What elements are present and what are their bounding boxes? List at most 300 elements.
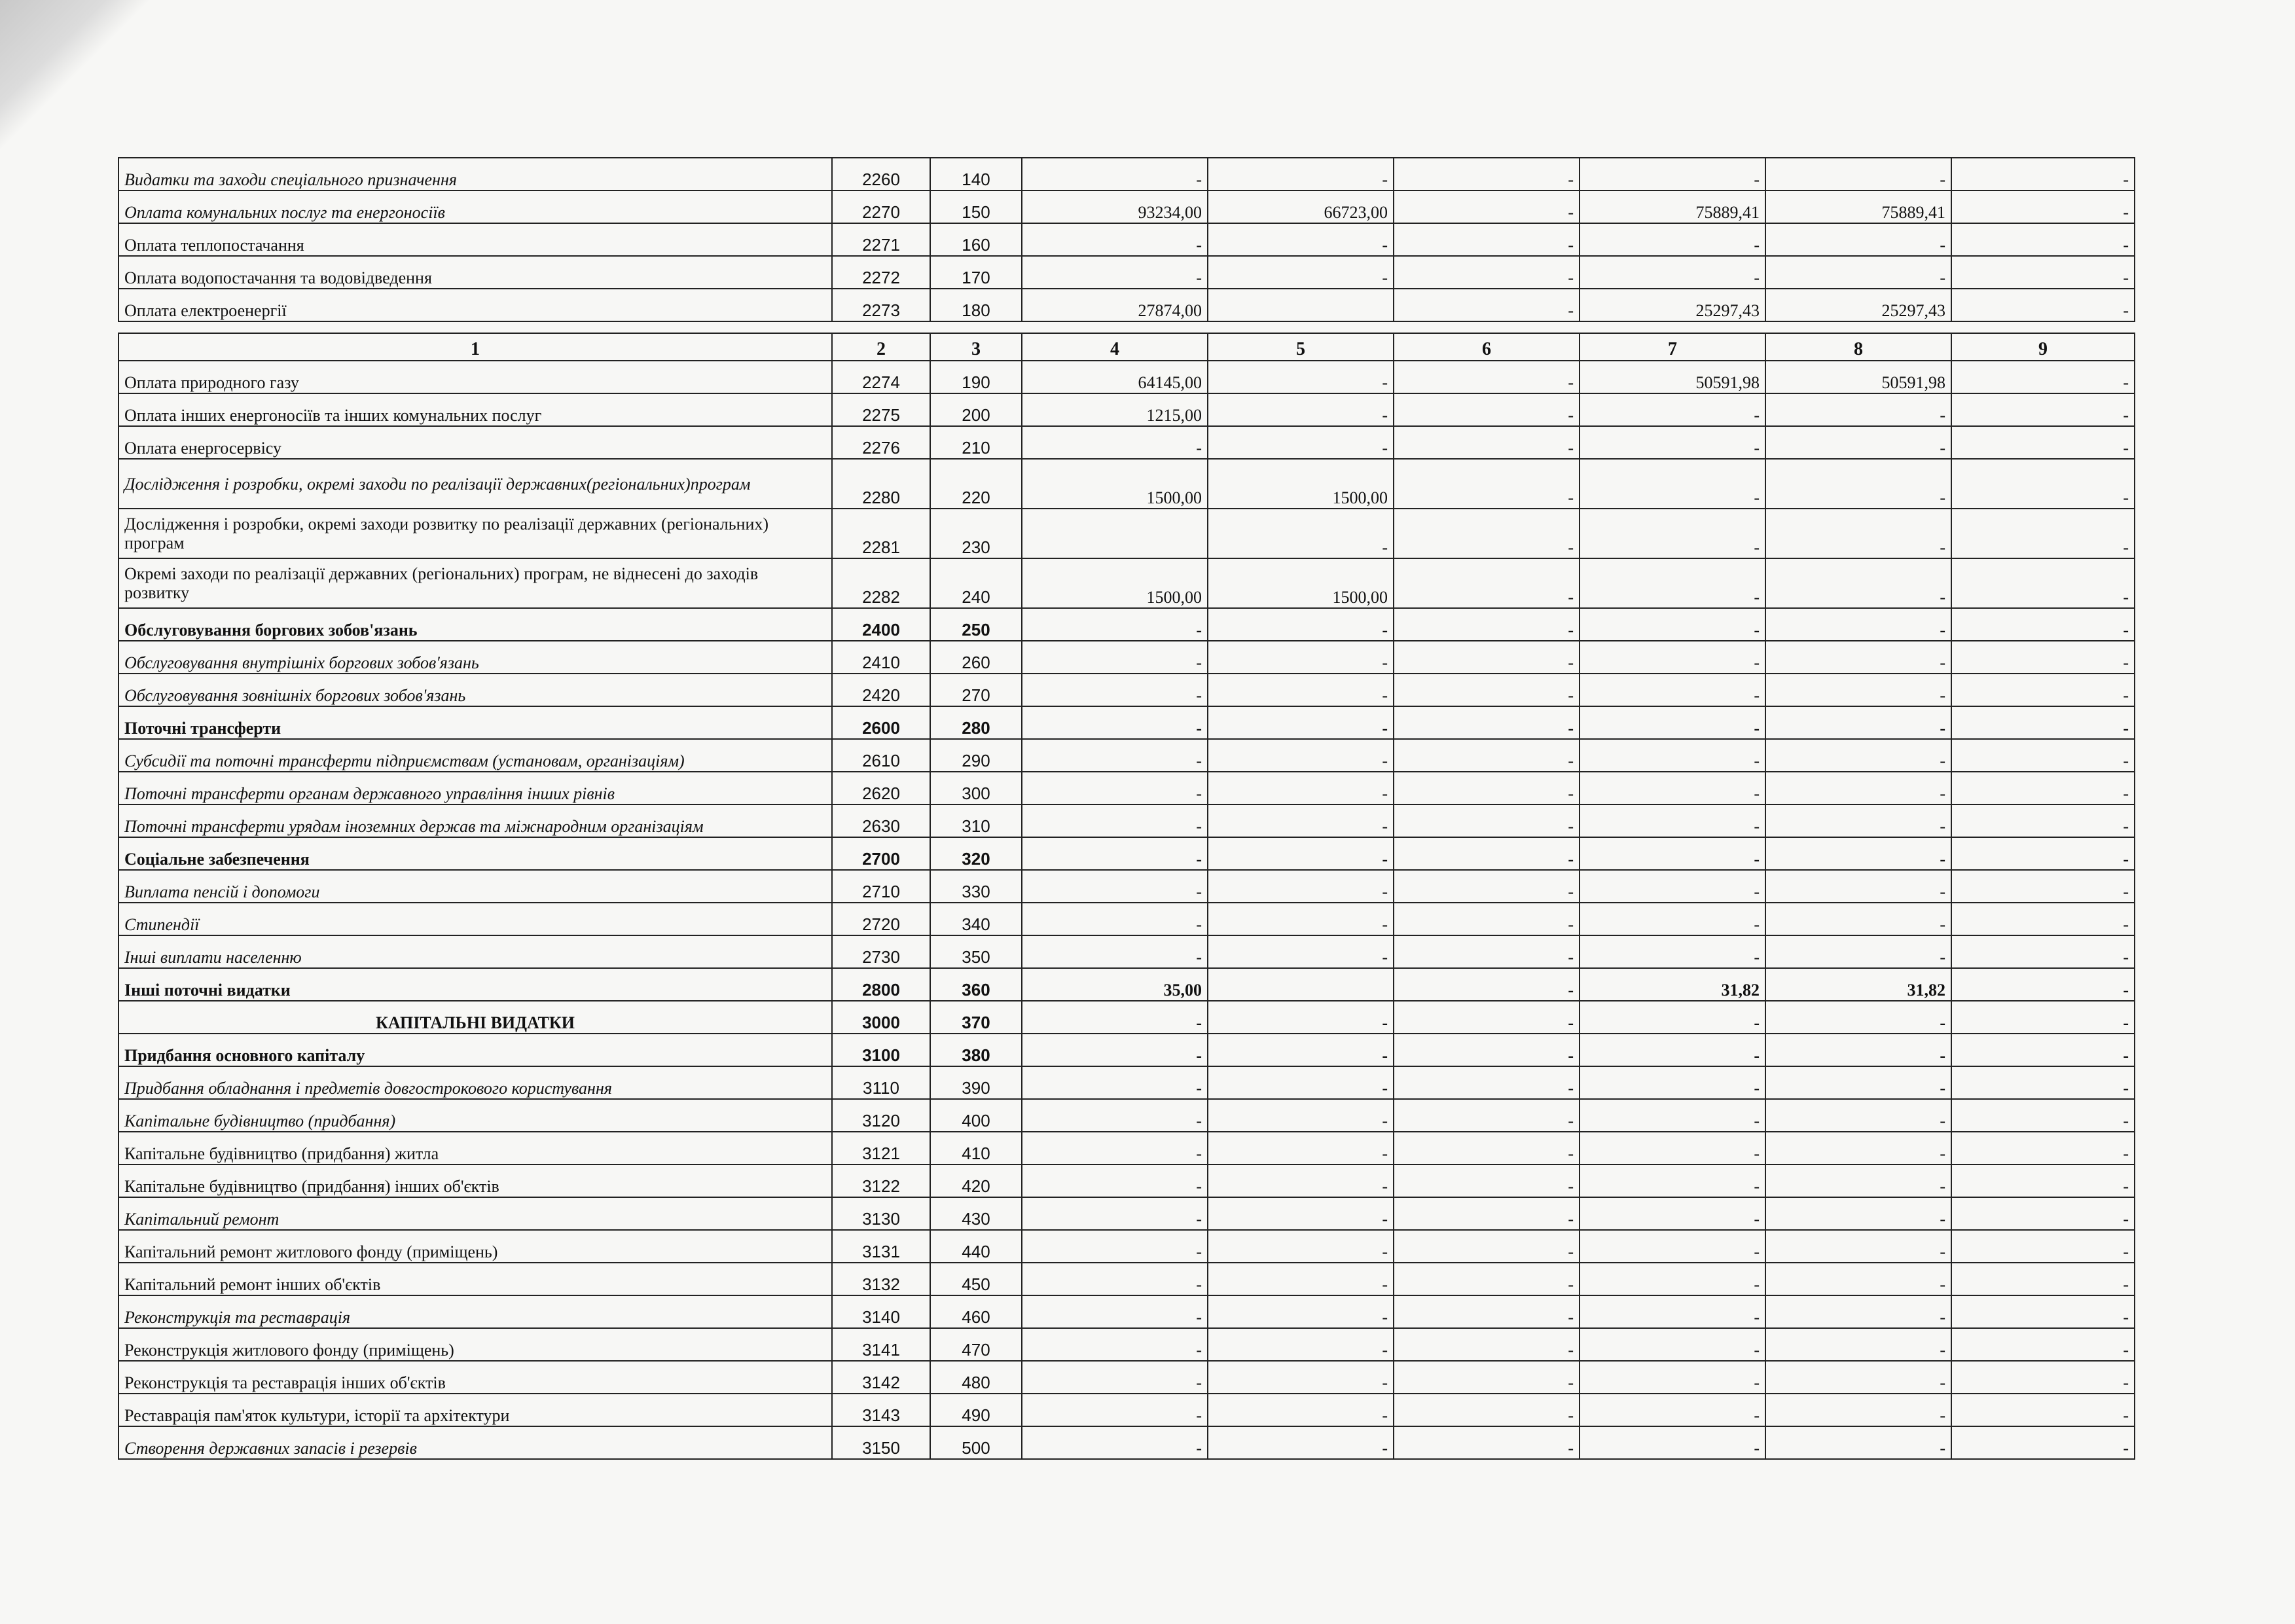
table-row — [118, 903, 2135, 935]
cell-col-7: - — [1580, 1066, 1765, 1099]
cell-col-7: - — [1580, 837, 1765, 870]
cell-col-7: - — [1580, 739, 1765, 772]
cell-col-9: - — [1951, 1034, 2135, 1066]
column-number: 6 — [1394, 333, 1580, 361]
cell-col-5: - — [1208, 1066, 1394, 1099]
cell-col-4 — [1022, 509, 1208, 558]
table-row — [118, 1132, 2135, 1164]
cell-col-7: - — [1580, 1426, 1765, 1459]
cell-col-4: - — [1022, 1295, 1208, 1328]
cell-col-9: - — [1951, 558, 2135, 608]
cell-col-4: - — [1022, 1066, 1208, 1099]
cell-col-8: - — [1765, 1001, 1951, 1034]
cell-col-7: 25297,43 — [1580, 289, 1765, 321]
cell-col-5: - — [1208, 426, 1394, 459]
table-row — [118, 1426, 2135, 1459]
cell-col-5: - — [1208, 804, 1394, 837]
cell-col-6: - — [1394, 190, 1580, 223]
row-name: Реконструкція та реставрація — [118, 1295, 832, 1328]
cell-col-8: 25297,43 — [1765, 289, 1951, 321]
cell-col-6: - — [1394, 256, 1580, 289]
cell-col-8: - — [1765, 674, 1951, 706]
row-line-code: 220 — [930, 459, 1022, 509]
cell-col-8: - — [1765, 558, 1951, 608]
row-name: Оплата інших енергоносіїв та інших комунальних послуг — [118, 393, 832, 426]
table-row — [118, 1328, 2135, 1361]
cell-col-5: 1500,00 — [1208, 558, 1394, 608]
table-row — [118, 870, 2135, 903]
cell-col-9: - — [1951, 289, 2135, 321]
cell-col-9: - — [1951, 804, 2135, 837]
cell-col-5: - — [1208, 223, 1394, 256]
row-name: Капітальне будівництво (придбання) інших об'єктів — [118, 1164, 832, 1197]
cell-col-7: - — [1580, 1034, 1765, 1066]
row-name: Оплата природного газу — [118, 361, 832, 393]
cell-col-9: - — [1951, 393, 2135, 426]
cell-col-5: - — [1208, 1197, 1394, 1230]
cell-col-8: - — [1765, 1066, 1951, 1099]
cell-col-4: 93234,00 — [1022, 190, 1208, 223]
row-code: 2730 — [832, 935, 930, 968]
cell-col-6: - — [1394, 1361, 1580, 1394]
row-line-code: 190 — [930, 361, 1022, 393]
row-line-code: 360 — [930, 968, 1022, 1001]
row-line-code: 370 — [930, 1001, 1022, 1034]
cell-col-4: - — [1022, 1263, 1208, 1295]
table-row — [118, 1001, 2135, 1034]
cell-col-6: - — [1394, 1099, 1580, 1132]
cell-col-6: - — [1394, 1394, 1580, 1426]
expenditure-table-main — [118, 333, 2135, 1460]
cell-col-5: - — [1208, 1426, 1394, 1459]
cell-col-6: - — [1394, 223, 1580, 256]
cell-col-5: - — [1208, 393, 1394, 426]
cell-col-5: - — [1208, 1263, 1394, 1295]
row-line-code: 260 — [930, 641, 1022, 674]
cell-col-6: - — [1394, 158, 1580, 190]
cell-col-4: - — [1022, 903, 1208, 935]
table-row — [118, 641, 2135, 674]
cell-col-8: - — [1765, 1132, 1951, 1164]
cell-col-8: - — [1765, 393, 1951, 426]
cell-col-9: - — [1951, 1099, 2135, 1132]
row-code: 2260 — [832, 158, 930, 190]
cell-col-6: - — [1394, 1263, 1580, 1295]
cell-col-6: - — [1394, 1426, 1580, 1459]
cell-col-8: - — [1765, 739, 1951, 772]
cell-col-8: - — [1765, 641, 1951, 674]
table-row — [118, 1230, 2135, 1263]
row-line-code: 320 — [930, 837, 1022, 870]
row-code: 2281 — [832, 509, 930, 558]
cell-col-4: - — [1022, 1001, 1208, 1034]
row-name: Оплата водопостачання та водовідведення — [118, 256, 832, 289]
cell-col-8: - — [1765, 1099, 1951, 1132]
row-code: 2271 — [832, 223, 930, 256]
cell-col-6: - — [1394, 1066, 1580, 1099]
row-line-code: 460 — [930, 1295, 1022, 1328]
cell-col-5: - — [1208, 837, 1394, 870]
cell-col-9: - — [1951, 1066, 2135, 1099]
cell-col-8: - — [1765, 706, 1951, 739]
cell-col-5: - — [1208, 256, 1394, 289]
row-code: 2282 — [832, 558, 930, 608]
cell-col-9: - — [1951, 1132, 2135, 1164]
row-code: 3140 — [832, 1295, 930, 1328]
cell-col-9: - — [1951, 837, 2135, 870]
cell-col-4: - — [1022, 426, 1208, 459]
cell-col-8: - — [1765, 1328, 1951, 1361]
table-row — [118, 223, 2135, 256]
row-code: 2800 — [832, 968, 930, 1001]
row-code: 2610 — [832, 739, 930, 772]
column-number-header-row — [118, 333, 2135, 361]
cell-col-7: - — [1580, 1394, 1765, 1426]
cell-col-9: - — [1951, 190, 2135, 223]
row-code: 3121 — [832, 1132, 930, 1164]
column-number: 4 — [1022, 333, 1208, 361]
cell-col-6: - — [1394, 1197, 1580, 1230]
row-name: Виплата пенсій і допомоги — [118, 870, 832, 903]
cell-col-4: 64145,00 — [1022, 361, 1208, 393]
table-row — [118, 1034, 2135, 1066]
table-row — [118, 393, 2135, 426]
table-row — [118, 1066, 2135, 1099]
row-name: Капітальне будівництво (придбання) житла — [118, 1132, 832, 1164]
cell-col-5: - — [1208, 935, 1394, 968]
cell-col-6: - — [1394, 804, 1580, 837]
cell-col-5: - — [1208, 1361, 1394, 1394]
row-line-code: 240 — [930, 558, 1022, 608]
cell-col-8: - — [1765, 1034, 1951, 1066]
cell-col-4: - — [1022, 870, 1208, 903]
row-line-code: 380 — [930, 1034, 1022, 1066]
cell-col-5: - — [1208, 1295, 1394, 1328]
row-code: 3122 — [832, 1164, 930, 1197]
table-row — [118, 1295, 2135, 1328]
cell-col-5: - — [1208, 361, 1394, 393]
cell-col-7: - — [1580, 935, 1765, 968]
row-line-code: 450 — [930, 1263, 1022, 1295]
column-number: 9 — [1951, 333, 2135, 361]
row-name: Придбання основного капіталу — [118, 1034, 832, 1066]
cell-col-4: - — [1022, 772, 1208, 804]
cell-col-4: - — [1022, 223, 1208, 256]
column-number: 1 — [118, 333, 832, 361]
table-row — [118, 804, 2135, 837]
row-name: Обслуговування внутрішніх боргових зобов'язань — [118, 641, 832, 674]
cell-col-8: - — [1765, 608, 1951, 641]
cell-col-8: - — [1765, 1361, 1951, 1394]
row-name: Окремі заходи по реалізації державних (регіональних) програм, не віднесені до заходів розвитку — [118, 558, 832, 608]
cell-col-8: 31,82 — [1765, 968, 1951, 1001]
cell-col-9: - — [1951, 223, 2135, 256]
row-line-code: 350 — [930, 935, 1022, 968]
table-row — [118, 1263, 2135, 1295]
cell-col-7: - — [1580, 1197, 1765, 1230]
row-line-code: 200 — [930, 393, 1022, 426]
cell-col-4: 1500,00 — [1022, 459, 1208, 509]
cell-col-6: - — [1394, 1230, 1580, 1263]
cell-col-5: - — [1208, 706, 1394, 739]
row-code: 2600 — [832, 706, 930, 739]
column-number: 3 — [930, 333, 1022, 361]
row-name: Інші поточні видатки — [118, 968, 832, 1001]
cell-col-7: 31,82 — [1580, 968, 1765, 1001]
cell-col-8: - — [1765, 935, 1951, 968]
table-row — [118, 426, 2135, 459]
cell-col-9: - — [1951, 1295, 2135, 1328]
cell-col-7: - — [1580, 903, 1765, 935]
cell-col-8: 50591,98 — [1765, 361, 1951, 393]
cell-col-4: - — [1022, 1164, 1208, 1197]
row-name: Капітальний ремонт — [118, 1197, 832, 1230]
cell-col-6: - — [1394, 772, 1580, 804]
cell-col-5: - — [1208, 1132, 1394, 1164]
cell-col-7: - — [1580, 1295, 1765, 1328]
column-number: 7 — [1580, 333, 1765, 361]
row-line-code: 470 — [930, 1328, 1022, 1361]
cell-col-6: - — [1394, 706, 1580, 739]
row-line-code: 500 — [930, 1426, 1022, 1459]
cell-col-4: 1500,00 — [1022, 558, 1208, 608]
cell-col-4: 1215,00 — [1022, 393, 1208, 426]
table-top-body — [118, 158, 2135, 321]
cell-col-4: 35,00 — [1022, 968, 1208, 1001]
row-code: 3100 — [832, 1034, 930, 1066]
cell-col-4: - — [1022, 1034, 1208, 1066]
cell-col-5: - — [1208, 509, 1394, 558]
cell-col-9: - — [1951, 608, 2135, 641]
row-name: Субсидії та поточні трансферти підприємствам (установам, організаціям) — [118, 739, 832, 772]
cell-col-6: - — [1394, 1295, 1580, 1328]
cell-col-7: - — [1580, 1263, 1765, 1295]
cell-col-7: - — [1580, 1230, 1765, 1263]
cell-col-9: - — [1951, 1164, 2135, 1197]
cell-col-4: - — [1022, 674, 1208, 706]
row-name: Обслуговування боргових зобов'язань — [118, 608, 832, 641]
row-code: 3110 — [832, 1066, 930, 1099]
cell-col-5: - — [1208, 641, 1394, 674]
cell-col-9: - — [1951, 1426, 2135, 1459]
cell-col-6: - — [1394, 426, 1580, 459]
cell-col-9: - — [1951, 706, 2135, 739]
cell-col-5 — [1208, 968, 1394, 1001]
row-line-code: 230 — [930, 509, 1022, 558]
cell-col-7: - — [1580, 772, 1765, 804]
cell-col-8: - — [1765, 870, 1951, 903]
cell-col-4: - — [1022, 1361, 1208, 1394]
cell-col-9: - — [1951, 968, 2135, 1001]
cell-col-5: - — [1208, 1034, 1394, 1066]
cell-col-8: - — [1765, 1426, 1951, 1459]
row-code: 2420 — [832, 674, 930, 706]
row-line-code: 340 — [930, 903, 1022, 935]
cell-col-9: - — [1951, 1394, 2135, 1426]
row-code: 2720 — [832, 903, 930, 935]
cell-col-6: - — [1394, 935, 1580, 968]
table-row — [118, 1099, 2135, 1132]
table-row — [118, 289, 2135, 321]
cell-col-6: - — [1394, 361, 1580, 393]
cell-col-8: - — [1765, 1164, 1951, 1197]
cell-col-7: - — [1580, 1361, 1765, 1394]
row-name: КАПІТАЛЬНІ ВИДАТКИ — [118, 1001, 832, 1034]
table-row — [118, 558, 2135, 608]
cell-col-5: - — [1208, 1230, 1394, 1263]
row-name: Обслуговування зовнішніх боргових зобов'язань — [118, 674, 832, 706]
row-code: 3131 — [832, 1230, 930, 1263]
cell-col-7: - — [1580, 1164, 1765, 1197]
cell-col-7: - — [1580, 1328, 1765, 1361]
table-row — [118, 837, 2135, 870]
cell-col-8: - — [1765, 256, 1951, 289]
cell-col-9: - — [1951, 158, 2135, 190]
table-row — [118, 158, 2135, 190]
column-number: 5 — [1208, 333, 1394, 361]
row-name: Оплата електроенергії — [118, 289, 832, 321]
row-name: Оплата теплопостачання — [118, 223, 832, 256]
row-name: Придбання обладнання і предметів довгострокового користування — [118, 1066, 832, 1099]
cell-col-6: - — [1394, 968, 1580, 1001]
column-number: 2 — [832, 333, 930, 361]
table-row — [118, 772, 2135, 804]
cell-col-5: - — [1208, 158, 1394, 190]
cell-col-8: - — [1765, 509, 1951, 558]
row-line-code: 180 — [930, 289, 1022, 321]
row-code: 2274 — [832, 361, 930, 393]
cell-col-7: - — [1580, 706, 1765, 739]
row-line-code: 440 — [930, 1230, 1022, 1263]
cell-col-7: - — [1580, 804, 1765, 837]
table-row — [118, 968, 2135, 1001]
table-row — [118, 1361, 2135, 1394]
cell-col-7: 50591,98 — [1580, 361, 1765, 393]
row-name: Інші виплати населенню — [118, 935, 832, 968]
table-row — [118, 256, 2135, 289]
row-code: 2275 — [832, 393, 930, 426]
cell-col-4: 27874,00 — [1022, 289, 1208, 321]
cell-col-6: - — [1394, 870, 1580, 903]
cell-col-6: - — [1394, 1164, 1580, 1197]
row-code: 3120 — [832, 1099, 930, 1132]
cell-col-8: - — [1765, 1394, 1951, 1426]
table-row — [118, 706, 2135, 739]
cell-col-6: - — [1394, 739, 1580, 772]
cell-col-9: - — [1951, 426, 2135, 459]
cell-col-7: - — [1580, 641, 1765, 674]
cell-col-6: - — [1394, 1328, 1580, 1361]
row-line-code: 210 — [930, 426, 1022, 459]
table-row — [118, 1394, 2135, 1426]
row-name: Створення державних запасів і резервів — [118, 1426, 832, 1459]
row-line-code: 410 — [930, 1132, 1022, 1164]
row-line-code: 430 — [930, 1197, 1022, 1230]
cell-col-7: - — [1580, 426, 1765, 459]
cell-col-7: - — [1580, 256, 1765, 289]
cell-col-8: - — [1765, 804, 1951, 837]
row-name: Капітальний ремонт інших об'єктів — [118, 1263, 832, 1295]
row-code: 3143 — [832, 1394, 930, 1426]
row-line-code: 280 — [930, 706, 1022, 739]
row-name: Стипендії — [118, 903, 832, 935]
cell-col-9: - — [1951, 739, 2135, 772]
table-row — [118, 509, 2135, 558]
cell-col-9: - — [1951, 1230, 2135, 1263]
row-name: Реконструкція та реставрація інших об'єктів — [118, 1361, 832, 1394]
table-main-body — [118, 361, 2135, 1459]
cell-col-4: - — [1022, 1328, 1208, 1361]
cell-col-8: - — [1765, 772, 1951, 804]
cell-col-5: 1500,00 — [1208, 459, 1394, 509]
cell-col-4: - — [1022, 1230, 1208, 1263]
cell-col-9: - — [1951, 256, 2135, 289]
row-line-code: 330 — [930, 870, 1022, 903]
cell-col-6: - — [1394, 641, 1580, 674]
cell-col-4: - — [1022, 804, 1208, 837]
cell-col-8: - — [1765, 1197, 1951, 1230]
cell-col-4: - — [1022, 837, 1208, 870]
cell-col-7: - — [1580, 459, 1765, 509]
table-row — [118, 935, 2135, 968]
cell-col-5: - — [1208, 1394, 1394, 1426]
cell-col-9: - — [1951, 1361, 2135, 1394]
row-name: Поточні трансферти урядам іноземних держав та міжнародним організаціям — [118, 804, 832, 837]
cell-col-4: - — [1022, 256, 1208, 289]
cell-col-5: - — [1208, 608, 1394, 641]
cell-col-5: 66723,00 — [1208, 190, 1394, 223]
cell-col-4: - — [1022, 641, 1208, 674]
table-row — [118, 190, 2135, 223]
cell-col-9: - — [1951, 1263, 2135, 1295]
cell-col-9: - — [1951, 870, 2135, 903]
cell-col-8: - — [1765, 1295, 1951, 1328]
cell-col-7: - — [1580, 608, 1765, 641]
cell-col-9: - — [1951, 772, 2135, 804]
row-name: Оплата енергосервісу — [118, 426, 832, 459]
cell-col-9: - — [1951, 935, 2135, 968]
cell-col-6: - — [1394, 558, 1580, 608]
cell-col-7: - — [1580, 158, 1765, 190]
cell-col-5: - — [1208, 739, 1394, 772]
cell-col-5: - — [1208, 903, 1394, 935]
cell-col-9: - — [1951, 1197, 2135, 1230]
cell-col-7: - — [1580, 223, 1765, 256]
row-line-code: 390 — [930, 1066, 1022, 1099]
row-name: Капітальне будівництво (придбання) — [118, 1099, 832, 1132]
row-code: 2710 — [832, 870, 930, 903]
row-name: Капітальний ремонт житлового фонду (приміщень) — [118, 1230, 832, 1263]
cell-col-6: - — [1394, 289, 1580, 321]
row-code: 2400 — [832, 608, 930, 641]
cell-col-7: - — [1580, 558, 1765, 608]
cell-col-4: - — [1022, 158, 1208, 190]
cell-col-8: - — [1765, 426, 1951, 459]
cell-col-6: - — [1394, 608, 1580, 641]
table-row — [118, 459, 2135, 509]
cell-col-5: - — [1208, 674, 1394, 706]
cell-col-9: - — [1951, 641, 2135, 674]
cell-col-9: - — [1951, 509, 2135, 558]
cell-col-8: - — [1765, 459, 1951, 509]
cell-col-6: - — [1394, 509, 1580, 558]
row-line-code: 490 — [930, 1394, 1022, 1426]
row-line-code: 170 — [930, 256, 1022, 289]
row-name: Дослідження і розробки, окремі заходи по реалізації державних(регіональних)програм — [118, 459, 832, 509]
cell-col-9: - — [1951, 361, 2135, 393]
expenditure-table-top — [118, 157, 2135, 322]
cell-col-9: - — [1951, 1001, 2135, 1034]
